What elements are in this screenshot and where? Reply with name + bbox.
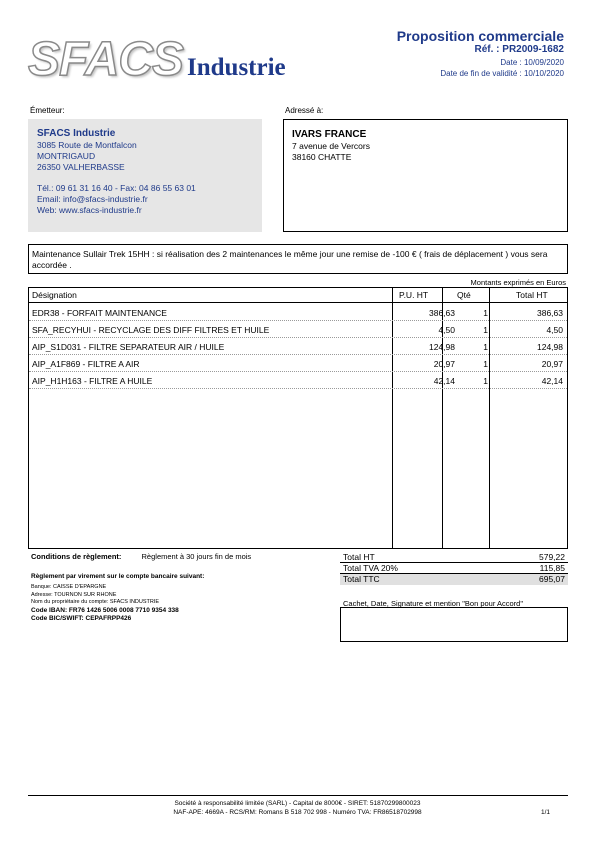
row-quantity: 1 — [483, 308, 488, 318]
total-value: 695,07 — [539, 574, 565, 584]
row-total: 124,98 — [537, 342, 563, 352]
table-header — [29, 288, 567, 303]
total-label: Total TTC — [343, 574, 380, 584]
conditions-value: Règlement à 30 jours fin de mois — [141, 552, 252, 561]
emitter-phone: Tél.: 09 61 31 16 40 - Fax: 04 86 55 63 01 — [37, 183, 196, 193]
row-unit-price: 124,98 — [429, 342, 455, 352]
page-number: 1/1 — [540, 809, 550, 816]
row-designation: EDR38 - FORFAIT MAINTENANCE — [32, 308, 167, 318]
header-quantity: Qté — [457, 290, 471, 300]
row-designation: SFA_RECYHUI - RECYCLAGE DES DIFF FILTRES ET HUILE — [32, 325, 270, 335]
validity-date: Date de fin de validité : 10/10/2020 — [440, 69, 564, 78]
total-label: Total TVA 20% — [343, 563, 398, 573]
currency-note: Montants exprimés en Euros — [470, 278, 566, 287]
logo-sub-text: Industrie — [187, 54, 286, 81]
bank-address: Adresse: TOURNON SUR RHONE — [31, 592, 117, 598]
table-row — [29, 321, 567, 338]
row-quantity: 1 — [483, 376, 488, 386]
table-row — [29, 372, 567, 389]
row-quantity: 1 — [483, 342, 488, 352]
table-row — [29, 355, 567, 372]
total-ttc-row — [340, 574, 568, 585]
items-table — [28, 287, 568, 549]
row-unit-price: 4,50 — [438, 325, 455, 335]
document-date: Date : 10/09/2020 — [500, 58, 564, 67]
document-reference: Réf. : PR2009-1682 — [474, 44, 564, 55]
emitter-name: SFACS Industrie — [37, 128, 116, 139]
totals-block — [340, 552, 568, 585]
row-total: 20,97 — [541, 359, 563, 369]
row-unit-price: 42,14 — [433, 376, 455, 386]
payment-heading: Règlement par virement sur le compte bancaire suivant: — [31, 573, 205, 580]
table-row — [29, 338, 567, 355]
recipient-name: IVARS FRANCE — [292, 129, 367, 140]
emitter-label: Émetteur: — [30, 106, 65, 115]
recipient-address-2: 38160 CHATTE — [292, 152, 352, 162]
table-row — [29, 304, 567, 321]
recipient-label: Adressé à: — [285, 106, 324, 115]
company-logo — [28, 34, 318, 86]
recipient-box — [283, 119, 568, 232]
row-designation: AIP_S1D031 - FILTRE SEPARATEUR AIR / HUILE — [32, 342, 225, 352]
total-tva-row — [340, 563, 568, 574]
row-total: 42,14 — [541, 376, 563, 386]
footer-divider — [28, 795, 568, 796]
row-quantity: 1 — [483, 325, 488, 335]
row-quantity: 1 — [483, 359, 488, 369]
logo-main-text: SFACS — [28, 33, 184, 86]
emitter-address-1: 3085 Route de Montfalcon — [37, 140, 137, 150]
row-designation: AIP_A1F869 - FILTRE A AIR — [32, 359, 140, 369]
row-unit-price: 20,97 — [433, 359, 455, 369]
header-total: Total HT — [516, 290, 548, 300]
total-value: 115,85 — [539, 563, 565, 573]
total-label: Total HT — [343, 552, 375, 562]
row-unit-price: 386,63 — [429, 308, 455, 318]
document-title: Proposition commerciale — [396, 28, 564, 44]
note-box: Maintenance Sullair Trek 15HH : si réalisation des 2 maintenances le même jour une remise de -100 € ( frais de déplacement ) vous sera accordée . — [28, 244, 568, 274]
total-value: 579,22 — [539, 552, 565, 562]
emitter-address-3: 26350 VALHERBASSE — [37, 162, 125, 172]
iban-code: Code IBAN: FR76 1426 5006 0008 7710 9354 338 — [31, 607, 179, 614]
account-owner: Nom du propriétaire du compte: SFACS INDUSTRIE — [31, 599, 160, 605]
row-total: 386,63 — [537, 308, 563, 318]
conditions-label: Conditions de règlement: — [31, 552, 122, 561]
signature-box — [340, 607, 568, 642]
footer-legal-1: Société à responsabilité limitée (SARL) - Capital de 8000€ - SIRET: 51870299800023 — [174, 800, 421, 807]
emitter-email: Email: info@sfacs-industrie.fr — [37, 194, 148, 204]
header-unit-price: P.U. HT — [399, 290, 429, 300]
row-total: 4,50 — [546, 325, 563, 335]
signature-label: Cachet, Date, Signature et mention "Bon pour Accord" — [343, 599, 524, 608]
payment-conditions — [31, 552, 251, 561]
emitter-address-2: MONTRIGAUD — [37, 151, 96, 161]
total-ht-row — [340, 552, 568, 563]
emitter-box — [28, 119, 262, 232]
footer-legal-2: NAF-APE: 4669A - RCS/RM: Romans B 518 702 998 - Numéro TVA: FR86518702998 — [173, 809, 422, 816]
bic-code: Code BIC/SWIFT: CEPAFRPP426 — [31, 615, 132, 622]
header-designation: Désignation — [32, 290, 77, 300]
row-designation: AIP_H1H163 - FILTRE A HUILE — [32, 376, 153, 386]
bank-name: Banque: CAISSE D'EPARGNE — [31, 584, 107, 590]
emitter-web: Web: www.sfacs-industrie.fr — [37, 205, 142, 215]
recipient-address-1: 7 avenue de Vercors — [292, 141, 370, 151]
